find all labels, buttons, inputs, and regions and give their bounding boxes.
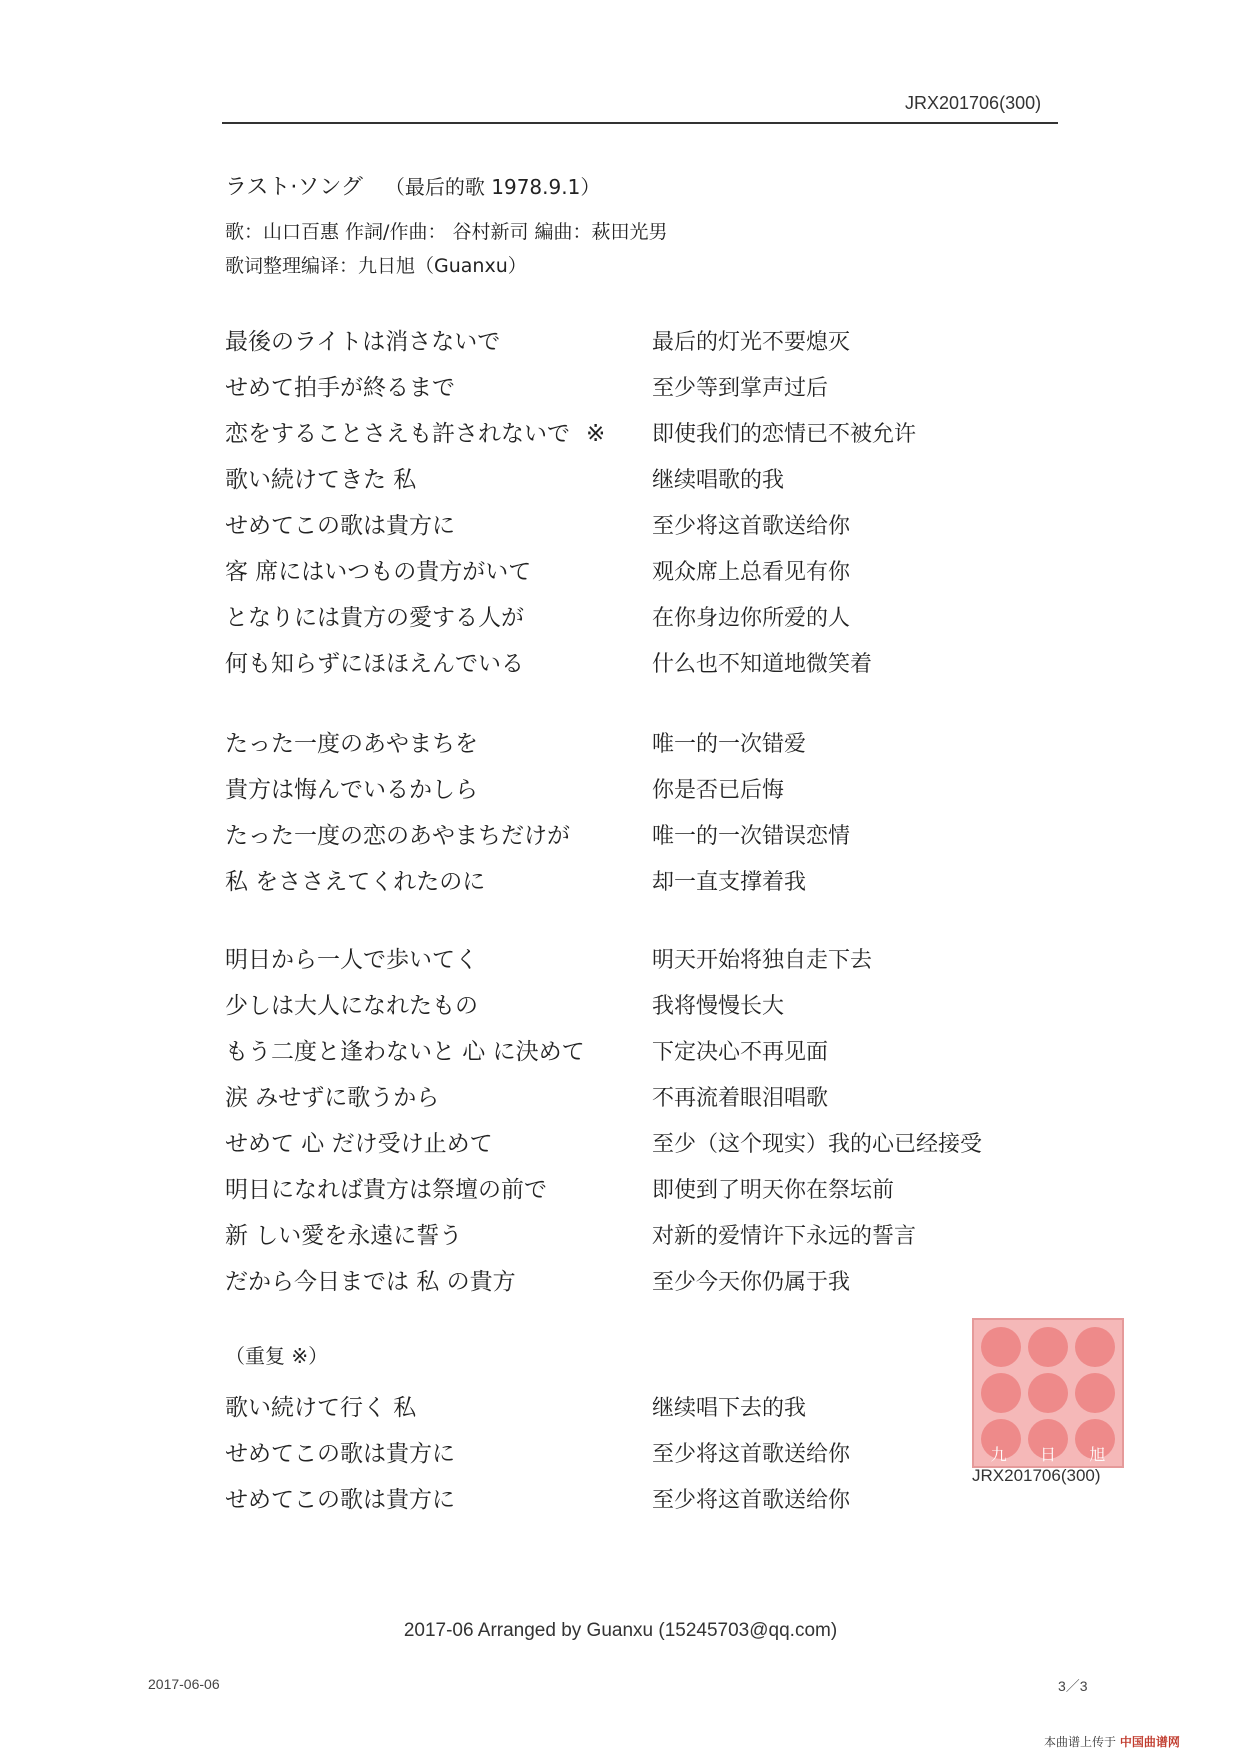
lyric-chinese: 却一直支撑着我 bbox=[652, 870, 807, 895]
lyric-japanese: せめてこの歌は貴方に bbox=[225, 1487, 455, 1513]
seal-stamp bbox=[972, 1318, 1124, 1468]
lyric-chinese: 至少今天你仍属于我 bbox=[652, 1270, 851, 1295]
lyric-chinese: 即使我们的恋情已不被允许 bbox=[652, 422, 917, 447]
lyric-chinese: 唯一的一次错爱 bbox=[652, 732, 807, 757]
lyric-chinese: 至少等到掌声过后 bbox=[652, 376, 829, 401]
lyric-chinese: 至少将这首歌送给你 bbox=[652, 1488, 851, 1513]
lyric-japanese: せめてこの歌は貴方に bbox=[225, 1441, 455, 1467]
lyric-japanese: 新 しい愛を永遠に誓う bbox=[225, 1223, 463, 1249]
stamp-char: 日 bbox=[1039, 1445, 1056, 1464]
lyric-chinese: 什么也不知道地微笑着 bbox=[652, 652, 873, 677]
lyric-japanese: 貴方は悔んでいるかしら bbox=[225, 777, 478, 803]
repeat-label: （重复 ※） bbox=[225, 1344, 329, 1368]
lyric-chinese: 观众席上总看见有你 bbox=[652, 560, 851, 585]
lyric-japanese: 涙 みせずに歌うから bbox=[225, 1085, 440, 1111]
lyric-japanese: となりには貴方の愛する人が bbox=[225, 605, 524, 631]
lyric-japanese-text: 恋をすることさえも許されないで bbox=[225, 421, 570, 447]
lyric-chinese: 至少（这个现实）我的心已经接受 bbox=[652, 1132, 983, 1157]
stamp-char: 九 bbox=[990, 1445, 1007, 1464]
stamp-dot bbox=[1075, 1327, 1115, 1367]
stamp-dot bbox=[981, 1327, 1021, 1367]
stamp-dot bbox=[1028, 1327, 1068, 1367]
lyric-chinese: 对新的爱情许下永远的誓言 bbox=[652, 1224, 917, 1249]
repeat-mark: ※ bbox=[586, 421, 606, 447]
lyric-japanese: 最後のライトは消さないで bbox=[225, 329, 501, 355]
site-tag bbox=[1044, 1733, 1180, 1750]
lyric-japanese: 何も知らずにほほえんでいる bbox=[225, 651, 524, 677]
lyric-japanese: もう二度と逢わないと 心 に決めて bbox=[225, 1039, 585, 1065]
lyrics-editor: 歌词整理编译：九日旭（Guanxu） bbox=[225, 255, 527, 277]
site-prefix: 本曲谱上传于 bbox=[1044, 1735, 1117, 1749]
lyric-chinese: 至少将这首歌送给你 bbox=[652, 514, 851, 539]
stamp-text bbox=[974, 1442, 1122, 1465]
lyric-japanese: 客 席にはいつもの貴方がいて bbox=[225, 559, 532, 585]
stamp-char: 旭 bbox=[1089, 1445, 1106, 1464]
site-name[interactable]: 中国曲谱网 bbox=[1119, 1735, 1180, 1749]
song-title bbox=[225, 170, 600, 201]
header-rule bbox=[222, 122, 1058, 124]
lyric-chinese: 最后的灯光不要熄灭 bbox=[652, 330, 851, 355]
lyric-japanese: たった一度のあやまちを bbox=[225, 731, 478, 757]
lyric-chinese: 即使到了明天你在祭坛前 bbox=[652, 1178, 895, 1203]
stamp-code: JRX201706(300) bbox=[972, 1466, 1101, 1485]
lyric-chinese: 在你身边你所爱的人 bbox=[652, 606, 851, 631]
lyric-chinese: 我将慢慢长大 bbox=[652, 994, 785, 1019]
lyric-japanese: せめてこの歌は貴方に bbox=[225, 513, 455, 539]
lyric-japanese: 明日になれば貴方は祭壇の前で bbox=[225, 1177, 547, 1203]
stamp-dot bbox=[981, 1373, 1021, 1413]
lyric-japanese: 少しは大人になれたもの bbox=[225, 993, 478, 1019]
lyric-japanese: たった一度の恋のあやまちだけが bbox=[225, 823, 570, 849]
lyric-chinese: 你是否已后悔 bbox=[652, 778, 785, 803]
lyric-japanese: せめて拍手が終るまで bbox=[225, 375, 455, 401]
page-number: 3／3 bbox=[1058, 1678, 1088, 1694]
lyric-japanese: 歌い続けて行く 私 bbox=[225, 1395, 417, 1421]
lyric-chinese: 继续唱歌的我 bbox=[652, 468, 785, 493]
lyric-chinese: 唯一的一次错误恋情 bbox=[652, 824, 851, 849]
lyric-chinese: 下定决心不再见面 bbox=[652, 1040, 829, 1065]
lyric-japanese: 明日から一人で歩いてく bbox=[225, 947, 478, 973]
header-code: JRX201706(300) bbox=[905, 93, 1042, 113]
lyric-japanese: 私 をささえてくれたのに bbox=[225, 869, 486, 895]
lyric-japanese: せめて 心 だけ受け止めて bbox=[225, 1131, 493, 1157]
stamp-dot bbox=[1075, 1373, 1115, 1413]
song-title-main: ラスト·ソング bbox=[225, 175, 363, 200]
lyric-chinese: 明天开始将独自走下去 bbox=[652, 948, 873, 973]
lyric-japanese bbox=[225, 415, 605, 448]
lyric-japanese: 歌い続けてきた 私 bbox=[225, 467, 417, 493]
lyric-chinese: 至少将这首歌送给你 bbox=[652, 1442, 851, 1467]
stamp-dot bbox=[1028, 1373, 1068, 1413]
footer-date: 2017-06-06 bbox=[148, 1676, 220, 1692]
song-title-sub: （最后的歌 1978.9.1） bbox=[384, 175, 601, 199]
song-credits: 歌：山口百惠 作詞/作曲： 谷村新司 編曲：萩田光男 bbox=[225, 221, 668, 243]
lyric-japanese: だから今日までは 私 の貴方 bbox=[225, 1269, 516, 1295]
lyric-chinese: 不再流着眼泪唱歌 bbox=[652, 1086, 829, 1111]
footer-credit: 2017-06 Arranged by Guanxu (15245703@qq.com) bbox=[403, 1620, 838, 1641]
lyric-chinese: 继续唱下去的我 bbox=[652, 1396, 807, 1421]
